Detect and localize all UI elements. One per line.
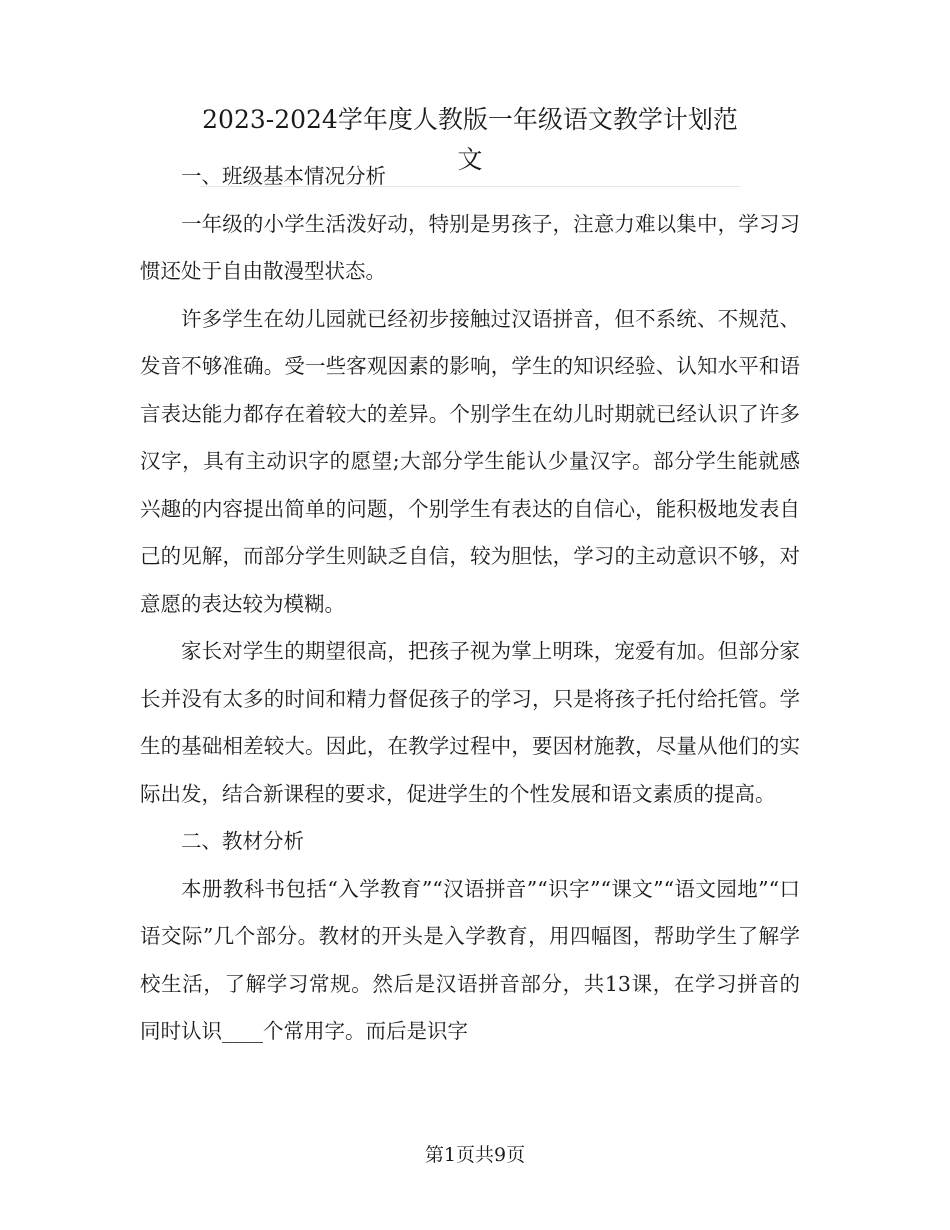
section-heading-class-analysis: 一、班级基本情况分析 <box>181 164 386 188</box>
section-heading-textbook-analysis: 二、教材分析 <box>181 829 304 853</box>
document-title: 2023-2024学年度人教版一年级语文教学计划范文 <box>200 100 740 187</box>
paragraph-parent-expectations: 家长对学生的期望很高，把孩子视为掌上明珠，宠爱有加。但部分家长并没有太多的时间和精力督促孩子的学习，只是将孩子托付给托管。学生的基础相差较大。因此，在教学过程中，要因材施教，尽量从他们的实际出发，结合新课程的要求，促进学生的个性发展和语文素质的提高。 <box>140 639 800 806</box>
paragraph-textbook-contents: 本册教科书包括“入学教育”“汉语拼音”“识字”“课文”“语文园地”“口语交际”几个部分。教材的开头是入学教育，用四幅图，帮助学生了解学校生活，了解学习常规。然后是汉语拼音部分，共13课，在学习拼音的同时认识____个常用字。而后是识字 <box>140 876 800 1043</box>
paragraph-student-traits: 一年级的小学生活泼好动，特别是男孩子，注意力难以集中，学习习惯还处于自由散漫型状态。 <box>140 211 800 283</box>
document-body <box>140 153 800 1056</box>
page-number-footer: 第1页共9页 <box>424 1144 526 1166</box>
paragraph-student-differences: 许多学生在幼儿园就已经初步接触过汉语拼音，但不系统、不规范、发音不够准确。受一些客观因素的影响，学生的知识经验、认知水平和语言表达能力都存在着较大的差异。个别学生在幼儿时期就已经认识了许多汉字，具有主动识字的愿望;大部分学生能认少量汉字。部分学生能就感兴趣的内容提出简单的问题，个别学生有表达的自信心，能积极地发表自己的见解，而部分学生则缺乏自信，较为胆怯，学习的主动意识不够，对意愿的表达较为模糊。 <box>140 306 800 616</box>
